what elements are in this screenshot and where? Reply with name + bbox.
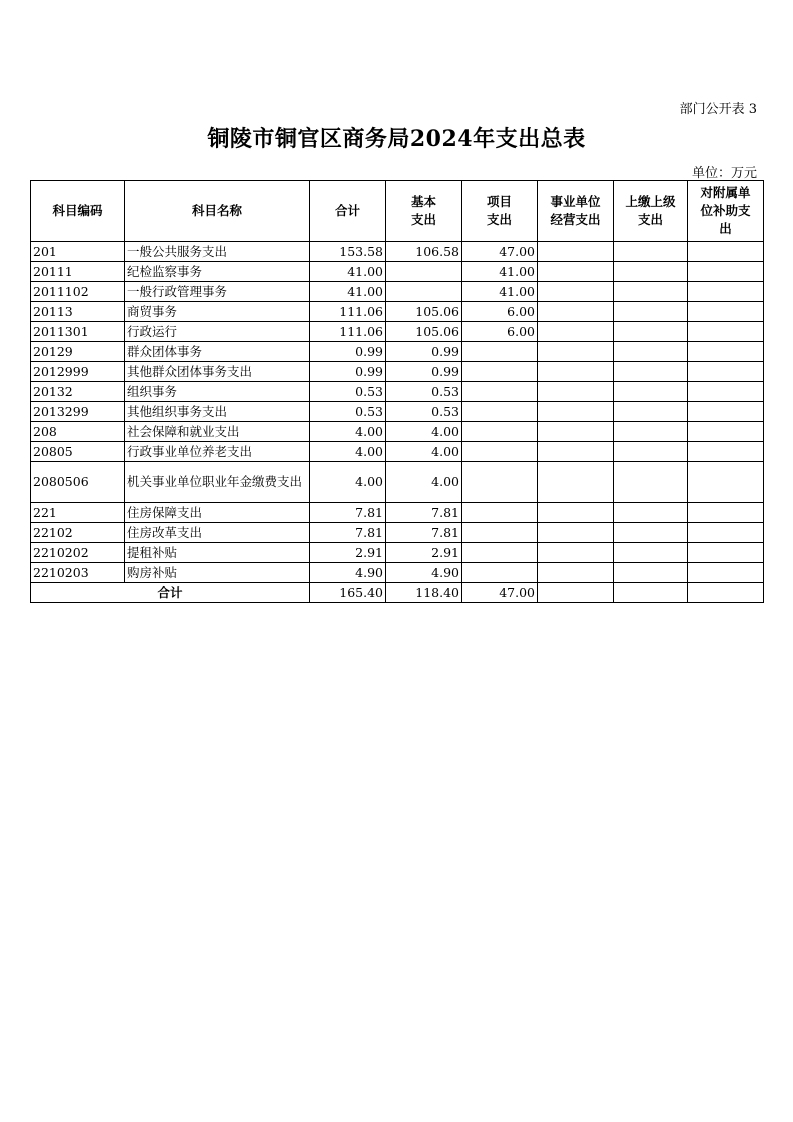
row-name: 纪检监察事务: [125, 262, 310, 282]
row-project: [462, 442, 538, 462]
row-subsidy: [688, 362, 764, 382]
row-basic: 0.99: [386, 362, 462, 382]
row-basic: 4.00: [386, 422, 462, 442]
total-operation: [538, 583, 614, 603]
row-subsidy: [688, 563, 764, 583]
row-subsidy: [688, 302, 764, 322]
row-operation: [538, 563, 614, 583]
row-upper: [614, 242, 688, 262]
row-upper: [614, 302, 688, 322]
row-operation: [538, 462, 614, 503]
row-upper: [614, 362, 688, 382]
table-row: [31, 523, 764, 543]
header-operation-line2: 经营支出: [550, 212, 601, 227]
row-basic: 7.81: [386, 503, 462, 523]
row-code: 20129: [31, 342, 125, 362]
table-row: [31, 322, 764, 342]
row-operation: [538, 282, 614, 302]
row-subsidy: [688, 382, 764, 402]
header-project-line2: 支出: [486, 212, 512, 227]
row-total: 7.81: [310, 503, 386, 523]
table-row: [31, 262, 764, 282]
row-project: [462, 362, 538, 382]
header-project: [462, 181, 538, 242]
row-operation: [538, 422, 614, 442]
row-total: 7.81: [310, 523, 386, 543]
row-code: 20111: [31, 262, 125, 282]
row-operation: [538, 262, 614, 282]
table-row: [31, 382, 764, 402]
row-operation: [538, 242, 614, 262]
row-upper: [614, 563, 688, 583]
row-basic: 7.81: [386, 523, 462, 543]
header-subsidy: [688, 181, 764, 242]
row-subsidy: [688, 322, 764, 342]
row-basic: 0.53: [386, 402, 462, 422]
row-project: 6.00: [462, 302, 538, 322]
row-subsidy: [688, 402, 764, 422]
row-name: 社会保障和就业支出: [125, 422, 310, 442]
row-operation: [538, 503, 614, 523]
row-upper: [614, 503, 688, 523]
row-project: 6.00: [462, 322, 538, 342]
table-row: [31, 442, 764, 462]
row-subsidy: [688, 262, 764, 282]
table-row: [31, 362, 764, 382]
row-total: 0.99: [310, 362, 386, 382]
row-operation: [538, 302, 614, 322]
row-operation: [538, 543, 614, 563]
row-code: 2210203: [31, 563, 125, 583]
row-project: [462, 523, 538, 543]
row-total: 153.58: [310, 242, 386, 262]
header-project-line1: 项目: [486, 194, 512, 209]
row-project: [462, 422, 538, 442]
row-code: 201: [31, 242, 125, 262]
header-upper-line2: 支出: [637, 212, 663, 227]
row-project: [462, 503, 538, 523]
row-basic: [386, 262, 462, 282]
header-subsidy-line3: 出: [719, 221, 732, 236]
row-upper: [614, 543, 688, 563]
row-name: 群众团体事务: [125, 342, 310, 362]
table-row: [31, 242, 764, 262]
row-project: 47.00: [462, 242, 538, 262]
header-row: [31, 181, 764, 242]
row-upper: [614, 442, 688, 462]
row-name: 行政运行: [125, 322, 310, 342]
header-basic-line2: 支出: [410, 212, 436, 227]
row-project: [462, 462, 538, 503]
row-subsidy: [688, 282, 764, 302]
row-basic: 4.00: [386, 442, 462, 462]
row-basic: 105.06: [386, 322, 462, 342]
unit-label: 单位：万元: [691, 166, 757, 181]
header-code: 科目编码: [31, 181, 125, 242]
total-subsidy: [688, 583, 764, 603]
table-body: [31, 242, 764, 583]
row-subsidy: [688, 462, 764, 503]
row-operation: [538, 382, 614, 402]
total-sum: 165.40: [310, 583, 386, 603]
row-upper: [614, 523, 688, 543]
row-name: 其他组织事务支出: [125, 402, 310, 422]
row-total: 4.00: [310, 442, 386, 462]
row-total: 0.53: [310, 382, 386, 402]
table-row: [31, 503, 764, 523]
row-name: 组织事务: [125, 382, 310, 402]
row-total: 4.00: [310, 422, 386, 442]
row-upper: [614, 462, 688, 503]
row-name: 购房补贴: [125, 563, 310, 583]
row-upper: [614, 402, 688, 422]
row-operation: [538, 322, 614, 342]
row-subsidy: [688, 503, 764, 523]
row-operation: [538, 442, 614, 462]
row-total: 0.99: [310, 342, 386, 362]
expenditure-table: [30, 180, 764, 603]
header-basic: [386, 181, 462, 242]
header-name: 科目名称: [125, 181, 310, 242]
total-row: [31, 583, 764, 603]
header-operation: [538, 181, 614, 242]
row-total: 4.90: [310, 563, 386, 583]
row-total: 0.53: [310, 402, 386, 422]
table-row: [31, 462, 764, 503]
form-number: 部门公开表 3: [679, 102, 757, 117]
row-name: 机关事业单位职业年金缴费支出: [125, 462, 310, 503]
row-subsidy: [688, 342, 764, 362]
header-subsidy-line2: 位补助支: [700, 203, 751, 218]
table-row: [31, 422, 764, 442]
row-name: 其他群众团体事务支出: [125, 362, 310, 382]
row-name: 商贸事务: [125, 302, 310, 322]
row-code: 2080506: [31, 462, 125, 503]
row-project: [462, 402, 538, 422]
row-code: 208: [31, 422, 125, 442]
total-basic: 118.40: [386, 583, 462, 603]
row-total: 111.06: [310, 302, 386, 322]
table-row: [31, 563, 764, 583]
total-label: 合计: [31, 583, 310, 603]
row-name: 住房保障支出: [125, 503, 310, 523]
row-basic: [386, 282, 462, 302]
row-code: 20805: [31, 442, 125, 462]
page-title: 铜陵市铜官区商务局2024年支出总表: [207, 126, 586, 152]
row-subsidy: [688, 442, 764, 462]
row-subsidy: [688, 523, 764, 543]
row-name: 提租补贴: [125, 543, 310, 563]
row-total: 41.00: [310, 282, 386, 302]
row-total: 111.06: [310, 322, 386, 342]
total-project: 47.00: [462, 583, 538, 603]
row-upper: [614, 422, 688, 442]
row-name: 一般行政管理事务: [125, 282, 310, 302]
row-subsidy: [688, 543, 764, 563]
total-upper: [614, 583, 688, 603]
row-basic: 105.06: [386, 302, 462, 322]
row-code: 2011102: [31, 282, 125, 302]
row-project: [462, 382, 538, 402]
row-total: 41.00: [310, 262, 386, 282]
row-code: 20113: [31, 302, 125, 322]
row-operation: [538, 342, 614, 362]
header-total: 合计: [310, 181, 386, 242]
table-row: [31, 342, 764, 362]
row-subsidy: [688, 242, 764, 262]
table-row: [31, 282, 764, 302]
row-project: 41.00: [462, 262, 538, 282]
row-upper: [614, 322, 688, 342]
row-code: 2210202: [31, 543, 125, 563]
row-basic: 4.90: [386, 563, 462, 583]
row-total: 2.91: [310, 543, 386, 563]
row-upper: [614, 262, 688, 282]
header-upper-line1: 上缴上级: [625, 194, 676, 209]
row-operation: [538, 402, 614, 422]
row-code: 2011301: [31, 322, 125, 342]
row-code: 2013299: [31, 402, 125, 422]
row-code: 2012999: [31, 362, 125, 382]
row-name: 住房改革支出: [125, 523, 310, 543]
row-operation: [538, 523, 614, 543]
row-upper: [614, 382, 688, 402]
row-project: [462, 342, 538, 362]
row-project: [462, 563, 538, 583]
row-operation: [538, 362, 614, 382]
header-operation-line1: 事业单位: [550, 194, 601, 209]
row-upper: [614, 282, 688, 302]
row-name: 行政事业单位养老支出: [125, 442, 310, 462]
row-code: 221: [31, 503, 125, 523]
row-subsidy: [688, 422, 764, 442]
header-upper: [614, 181, 688, 242]
table-row: [31, 302, 764, 322]
row-project: 41.00: [462, 282, 538, 302]
row-code: 20132: [31, 382, 125, 402]
row-upper: [614, 342, 688, 362]
row-basic: 106.58: [386, 242, 462, 262]
table-row: [31, 402, 764, 422]
row-basic: 4.00: [386, 462, 462, 503]
row-basic: 0.53: [386, 382, 462, 402]
row-basic: 0.99: [386, 342, 462, 362]
table-row: [31, 543, 764, 563]
header-subsidy-line1: 对附属单: [700, 185, 751, 200]
header-basic-line1: 基本: [410, 194, 436, 209]
row-name: 一般公共服务支出: [125, 242, 310, 262]
row-code: 22102: [31, 523, 125, 543]
row-basic: 2.91: [386, 543, 462, 563]
row-total: 4.00: [310, 462, 386, 503]
row-project: [462, 543, 538, 563]
